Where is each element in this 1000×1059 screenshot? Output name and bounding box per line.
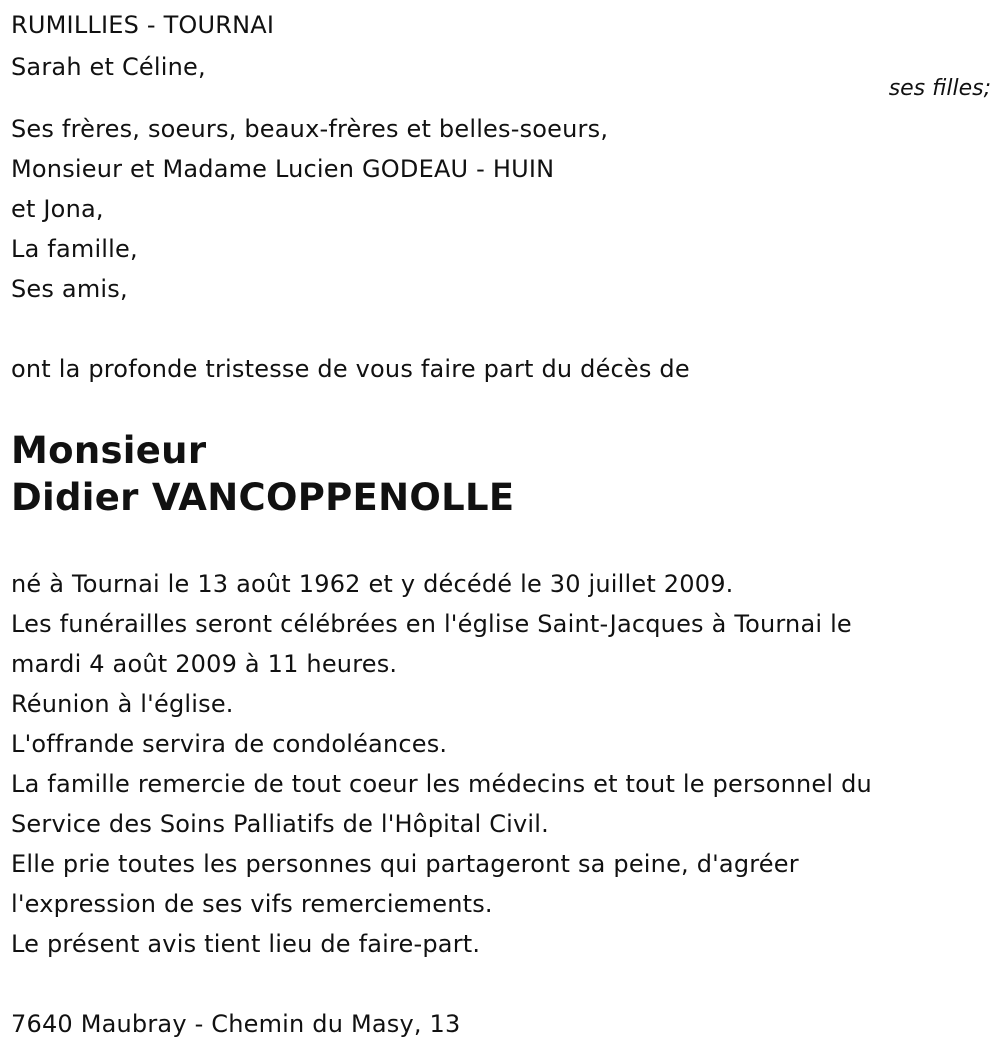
detail-line: l'expression de ses vifs remerciements. xyxy=(11,890,493,918)
daughters-names: Sarah et Céline, xyxy=(11,53,206,81)
daughters-label: ses filles; xyxy=(888,76,991,101)
location-heading: RUMILLIES - TOURNAI xyxy=(11,11,275,39)
detail-line: Service des Soins Palliatifs de l'Hôpital Civil. xyxy=(11,810,549,838)
detail-line: Le présent avis tient lieu de faire-part. xyxy=(11,930,481,958)
detail-line: né à Tournai le 13 août 1962 et y décédé le 30 juillet 2009. xyxy=(11,570,734,598)
detail-line: mardi 4 août 2009 à 11 heures. xyxy=(11,650,398,678)
detail-line: Les funérailles seront célébrées en l'église Saint-Jacques à Tournai le xyxy=(11,610,852,638)
announcement-line: ont la profonde tristesse de vous faire part du décès de xyxy=(11,355,690,383)
detail-line: La famille remercie de tout coeur les médecins et tout le personnel du xyxy=(11,770,872,798)
detail-line: L'offrande servira de condoléances. xyxy=(11,730,448,758)
mourner-line: La famille, xyxy=(11,235,138,263)
mourner-line: et Jona, xyxy=(11,195,104,223)
mourner-line: Ses frères, soeurs, beaux-frères et belles-soeurs, xyxy=(11,115,609,143)
detail-line: Elle prie toutes les personnes qui partageront sa peine, d'agréer xyxy=(11,850,799,878)
mourner-line: Monsieur et Madame Lucien GODEAU - HUIN xyxy=(11,155,555,183)
mourner-line: Ses amis, xyxy=(11,275,128,303)
detail-line: Réunion à l'église. xyxy=(11,690,234,718)
deceased-title: Monsieur xyxy=(11,429,207,472)
address-line: 7640 Maubray - Chemin du Masy, 13 xyxy=(11,1010,461,1038)
deceased-name: Didier VANCOPPENOLLE xyxy=(11,476,515,519)
